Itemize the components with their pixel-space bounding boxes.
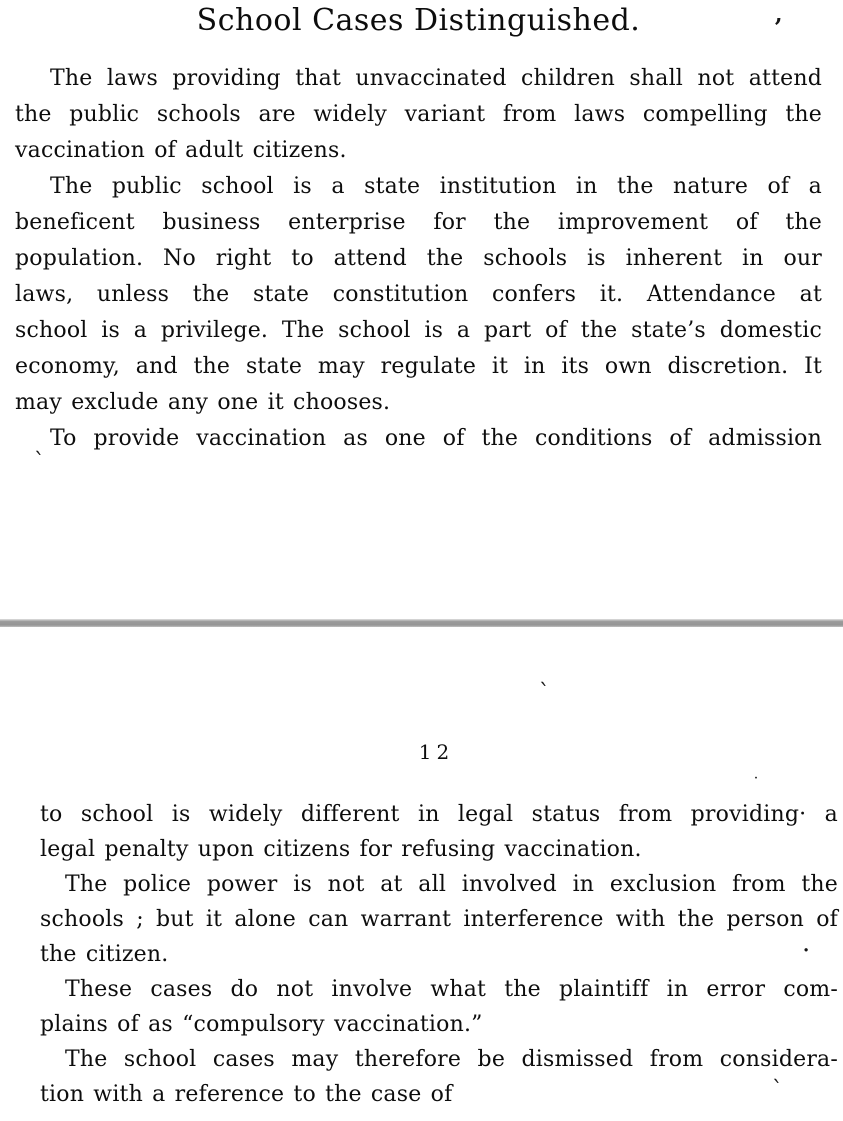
text-line: plains of as “compulsory vaccination.” xyxy=(40,1012,483,1037)
text-line: economy, and the state may regulate it in its own discretion. It xyxy=(15,354,822,379)
text-line: vaccination of adult citizens. xyxy=(15,138,347,163)
text-line: The laws providing that unvaccinated children shall not attend xyxy=(50,66,822,91)
page-title: School Cases Distinguished. xyxy=(196,3,641,38)
text-line: the citizen. xyxy=(40,942,169,967)
text-line: may exclude any one it chooses. xyxy=(15,390,391,415)
text-line: to school is widely different in legal status from providing· a xyxy=(40,802,838,827)
ink-speck: ` xyxy=(539,681,550,706)
ink-speck: ˙ xyxy=(752,774,760,793)
text-line: legal penalty upon citizens for refusing vaccination. xyxy=(40,837,642,862)
ink-speck: ` xyxy=(34,450,45,475)
text-line: schools ; but it alone can warrant interference with the person of xyxy=(40,907,838,932)
ink-speck: · xyxy=(802,936,811,966)
text-line: The public school is a state institution in the nature of a xyxy=(50,174,822,199)
scan-page-divider xyxy=(0,619,843,627)
text-line: population. No right to attend the schools is inherent in our xyxy=(15,246,822,271)
text-line: The police power is not at all involved in exclusion from the xyxy=(65,872,838,897)
text-line: beneficent business enterprise for the improvement of the xyxy=(15,210,822,235)
ink-speck: ’ xyxy=(774,13,783,42)
text-line: school is a privilege. The school is a part of the state’s domestic xyxy=(15,318,822,343)
text-line: the public schools are widely variant from laws compelling the xyxy=(15,102,822,127)
text-line: laws, unless the state constitution confers it. Attendance at xyxy=(15,282,822,307)
text-line: tion with a reference to the case of xyxy=(40,1082,453,1107)
top-page-text xyxy=(15,61,822,457)
page-number: 12 xyxy=(418,740,455,764)
ink-speck: ˋ xyxy=(772,1078,783,1103)
text-line: The school cases may therefore be dismissed from considera- xyxy=(65,1047,838,1072)
text-line: These cases do not involve what the plaintiff in error com- xyxy=(65,977,838,1002)
text-line: To provide vaccination as one of the conditions of admission xyxy=(50,426,822,451)
bottom-page-text xyxy=(40,797,838,1112)
